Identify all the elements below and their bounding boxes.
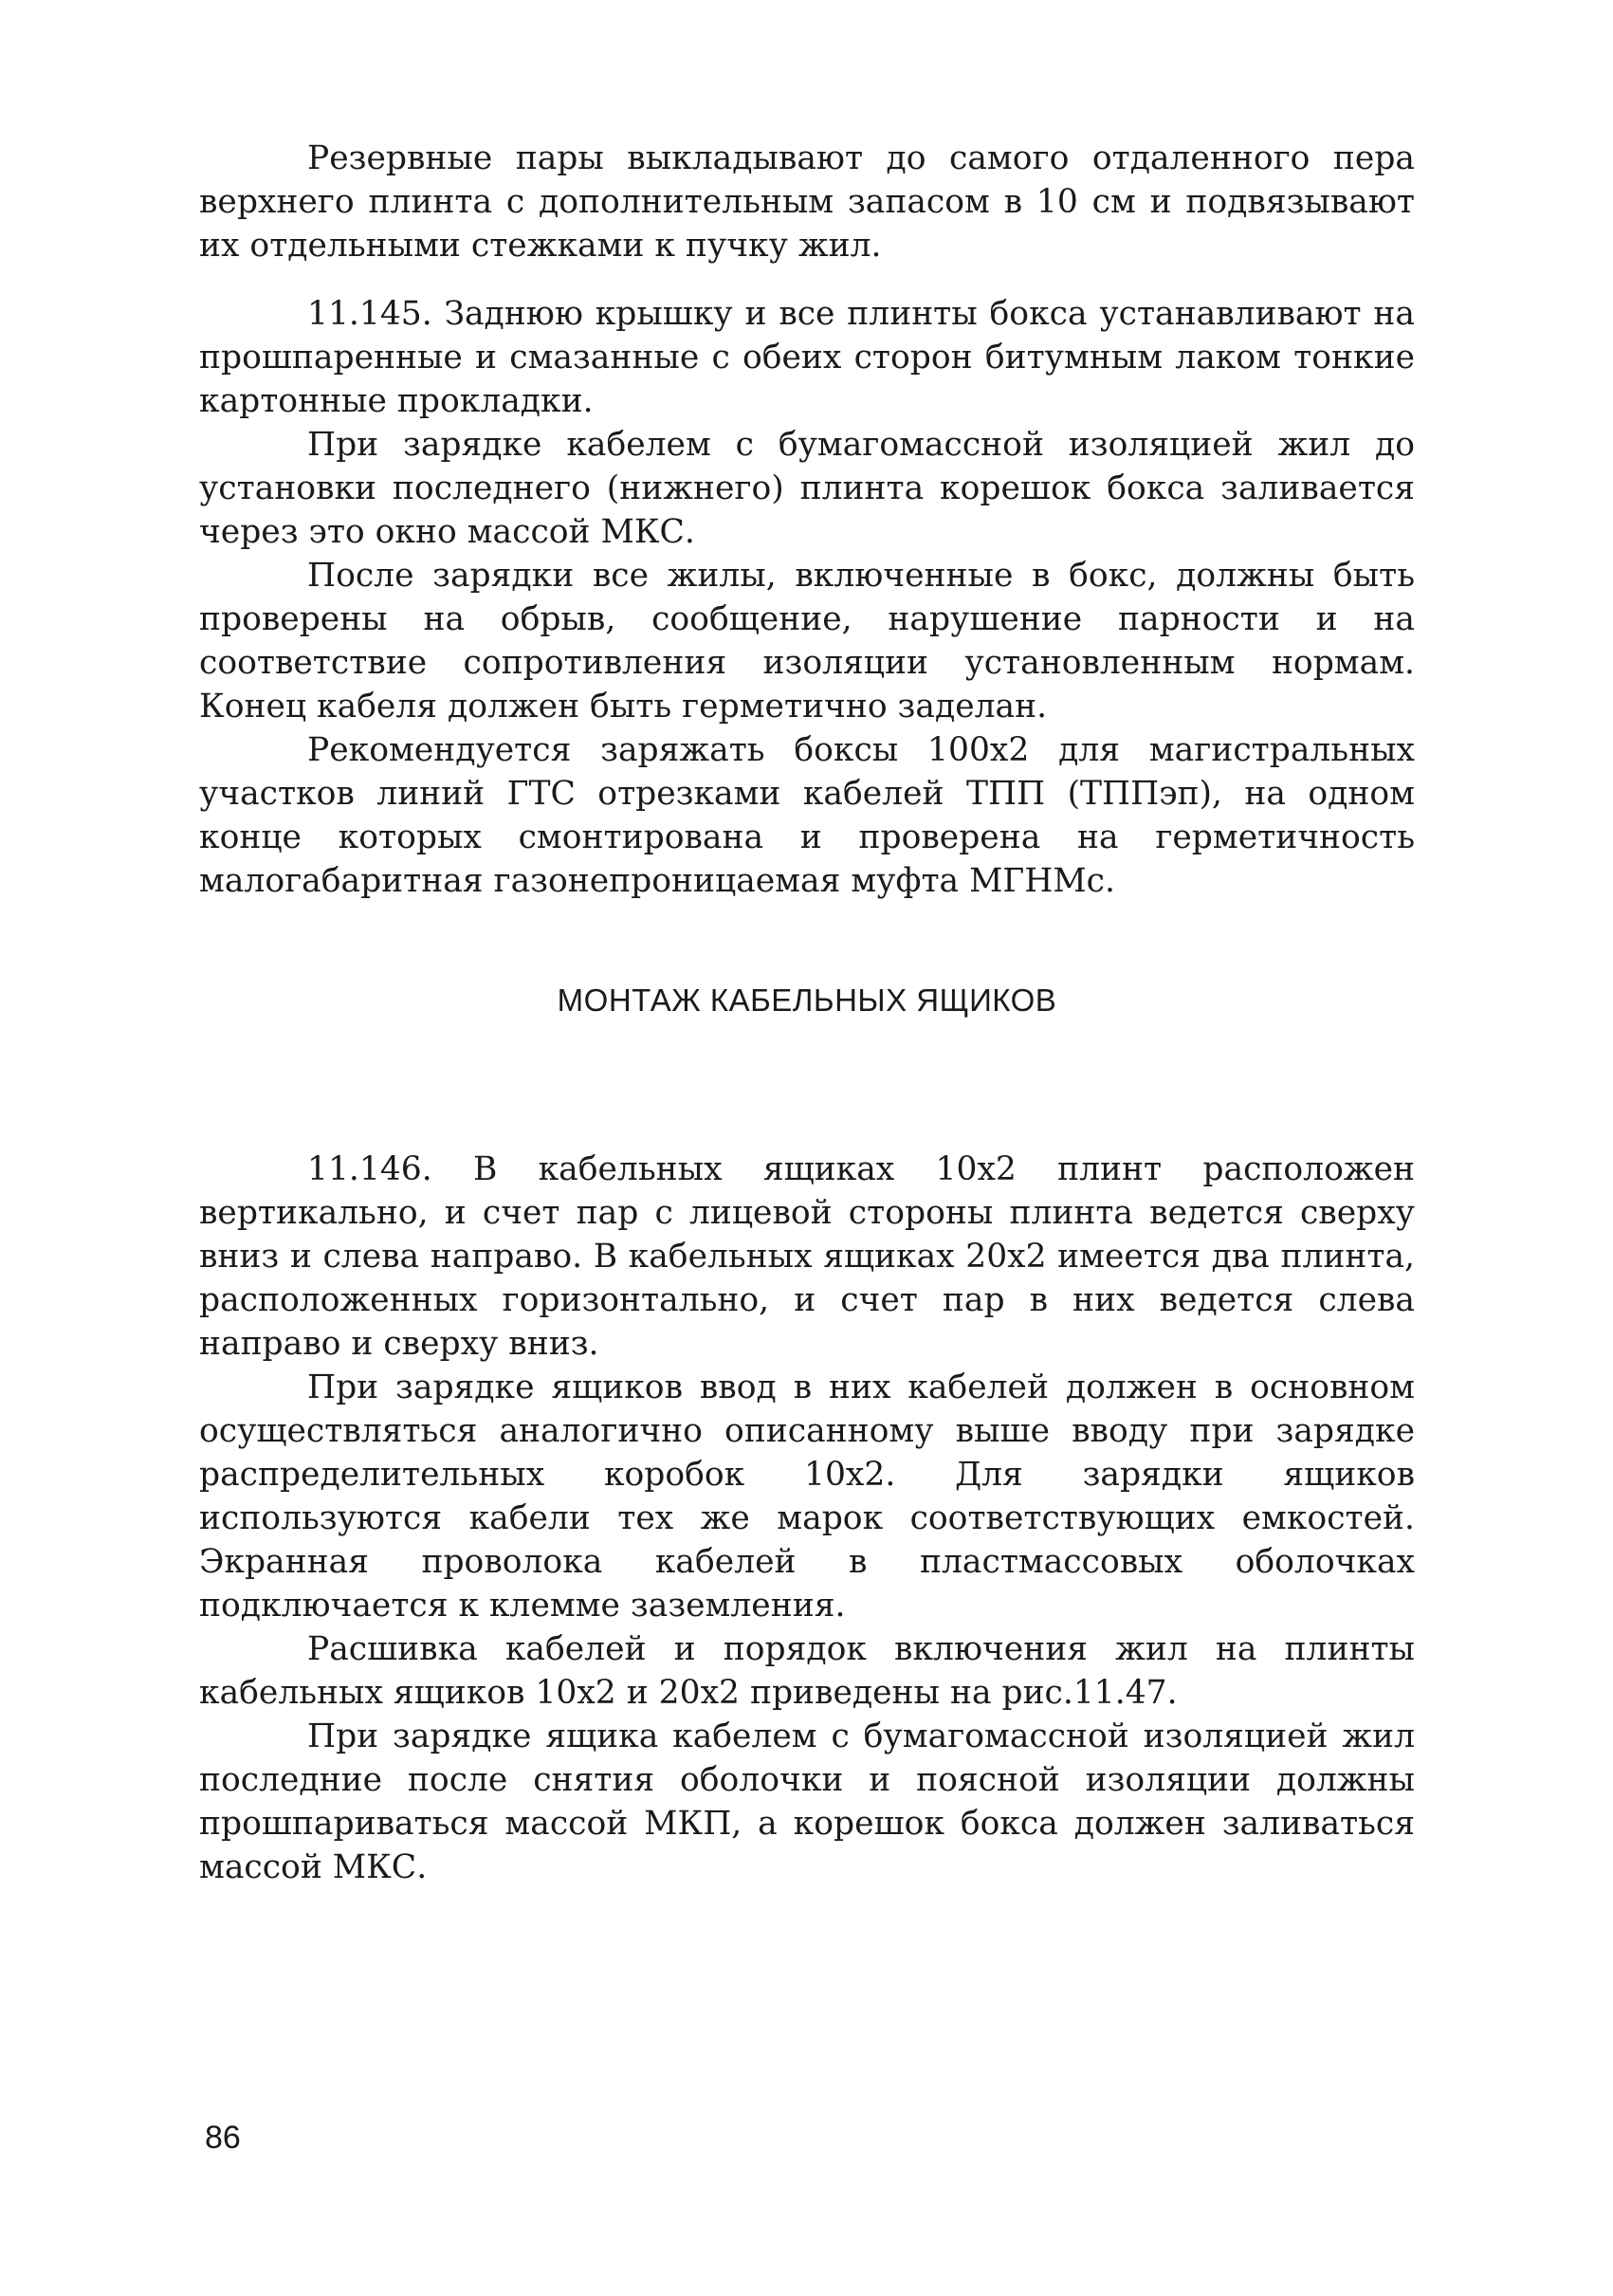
paragraph: 11.146. В кабельных ящиках 10х2 плинт расположен вертикально, и счет пар с лицевой стороны плинта ведется сверху вниз и слева направо. В кабельных ящиках 20х2 имеется два плинта, расположенных горизонтально, и счет пар в них ведется слева направо и сверху вниз. — [199, 1150, 1415, 1363]
paragraph: После зарядки все жилы, включенные в бокс, должны быть проверены на обрыв, сообщение, нарушение парности и на соответствие сопротивления изоляции установленным нормам. Конец кабеля должен быть герметично заделан. — [199, 557, 1415, 726]
paragraph: Рекомендуется заряжать боксы 100х2 для магистральных участков линий ГТС отрезками кабелей ТПП (ТППэп), на одном конце которых смонтирована и проверена на герметичность малогабаритная газонепроницаемая муфта МГНМс. — [199, 731, 1415, 900]
text-section-top — [199, 137, 1415, 903]
paragraph: Расшивка кабелей и порядок включения жил на плинты кабельных ящиков 10х2 и 20х2 приведены на рис.11.47. — [199, 1630, 1415, 1712]
paragraph: При зарядке ящика кабелем с бумагомассной изоляцией жил последние после снятия оболочки и поясной изоляции должны прошпариваться массой МКП, а корешок бокса должен заливаться массой МКС. — [199, 1717, 1415, 1886]
section-heading: МОНТАЖ КАБЕЛЬНЫХ ЯЩИКОВ — [557, 983, 1057, 1018]
page-number: 86 — [205, 2120, 241, 2156]
paragraph: При зарядке ящиков ввод в них кабелей должен в основном осуществляться аналогично описанному выше вводу при зарядке распределительных коробок 10х2. Для зарядки ящиков используются кабели тех же марок соответствующих емкостей. Экранная проволока кабелей в пластмассовых оболочках подключается к клемме заземления. — [199, 1368, 1415, 1625]
paragraph: 11.145. Заднюю крышку и все плинты бокса устанавливают на прошпаренные и смазанные с обеих сторон битумным лаком тонкие картонные прокладки. — [199, 295, 1415, 420]
paragraph: При зарядке кабелем с бумагомассной изоляцией жил до установки последнего (нижнего) плинта корешок бокса заливается через это окно массой МКС. — [199, 426, 1415, 551]
paragraph: Резервные пары выкладывают до самого отдаленного пера верхнего плинта с дополнительным запасом в 10 см и подвязывают их отдельными стежками к пучку жил. — [199, 139, 1415, 265]
text-section-bottom — [199, 1148, 1415, 1889]
